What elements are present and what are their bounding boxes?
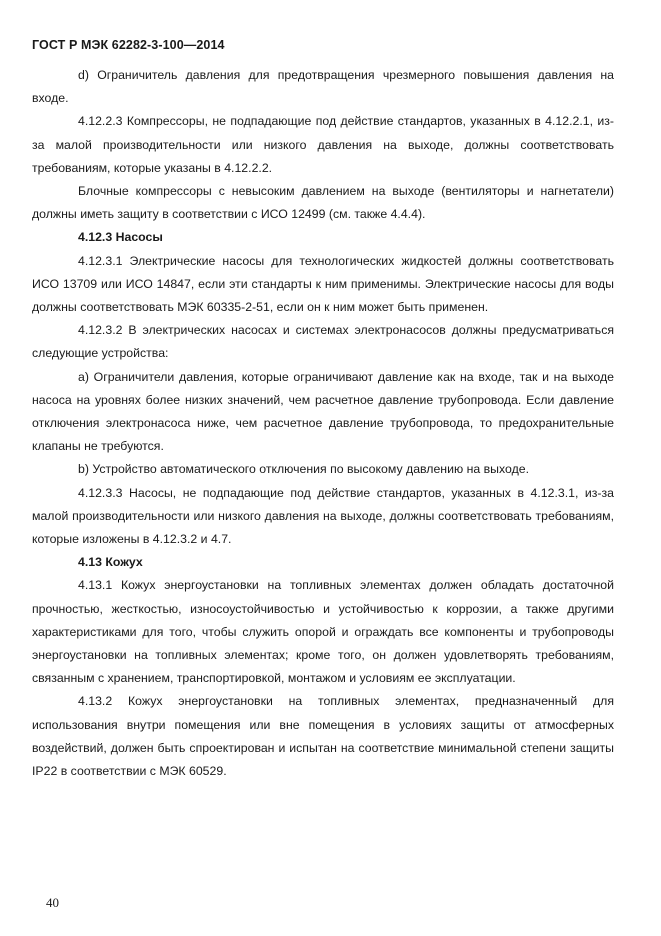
paragraph-item-b: b) Устройство автоматического отключения по высокому давлению на выходе. <box>78 462 530 477</box>
paragraph-item-d: d) Ограничитель давления для предотвращения чрезмерного повышения давления на входе. <box>32 68 614 106</box>
document-body <box>32 64 614 783</box>
page-number: 40 <box>46 895 59 910</box>
section-heading-4-12-3: 4.12.3 Насосы <box>78 230 163 245</box>
section-heading-4-13: 4.13 Кожух <box>78 555 143 570</box>
paragraph-block-compressors: Блочные компрессоры с невысоким давлением на выходе (вентиляторы и нагнетатели) должны иметь защиту в соответствии с ИСО 12499 (см. также 4.4.4). <box>32 184 614 222</box>
paragraph-4-13-2: 4.13.2 Кожух энергоустановки на топливных элементах, предназначенный для использования внутри помещения или вне помещения в условиях защиты от атмосферных воздействий, должен быть спроектирован и испытан на соответствие минимальной степени защиты IP22 в соответствии с МЭК 60529. <box>32 694 614 779</box>
paragraph-4-13-1: 4.13.1 Кожух энергоустановки на топливных элементах должен обладать достаточной прочностью, жесткостью, износоустойчивостью и устойчивостью к коррозии, а также другими характеристиками для того, чтобы служить опорой и ограждать все компоненты и трубопроводы энергоустановки на топливных элементах; кроме того, он должен удовлетворять требованиям, связанным с хранением, транспортировкой, монтажом и условиям ее эксплуатации. <box>32 578 614 686</box>
paragraph-4-12-3-3: 4.12.3.3 Насосы, не подпадающие под действие стандартов, указанных в 4.12.3.1, из-за малой производительности или низкого давления на выходе, должны соответствовать требованиям, которые изложены в 4.12.3.2 и 4.7. <box>32 485 614 547</box>
paragraph-item-a: a) Ограничители давления, которые ограничивают давление как на входе, так и на выходе насоса на уровнях более низких значений, чем расчетное давление трубопровода. Если давление отключения электронасоса ниже, чем расчетное давление трубопровода, то предохранительные клапаны не требуются. <box>32 369 614 454</box>
paragraph-4-12-3-2: 4.12.3.2 В электрических насосах и системах электронасосов должны предусматриваться следующие устройства: <box>32 323 614 361</box>
paragraph-4-12-2-3: 4.12.2.3 Компрессоры, не подпадающие под действие стандартов, указанных в 4.12.2.1, из-за малой производительности или низкого давления на выходе, должны соответствовать требованиям, которые указаны в 4.12.2.2. <box>32 114 614 175</box>
page-header: ГОСТ Р МЭК 62282-3-100—2014 <box>32 38 225 52</box>
paragraph-4-12-3-1: 4.12.3.1 Электрические насосы для технологических жидкостей должны соответствовать ИСО 13709 или ИСО 14847, если эти стандарты к ним применимы. Электрические насосы для воды должны соответствовать МЭК 60335-2-51, если он к ним может быть применен. <box>32 253 614 315</box>
